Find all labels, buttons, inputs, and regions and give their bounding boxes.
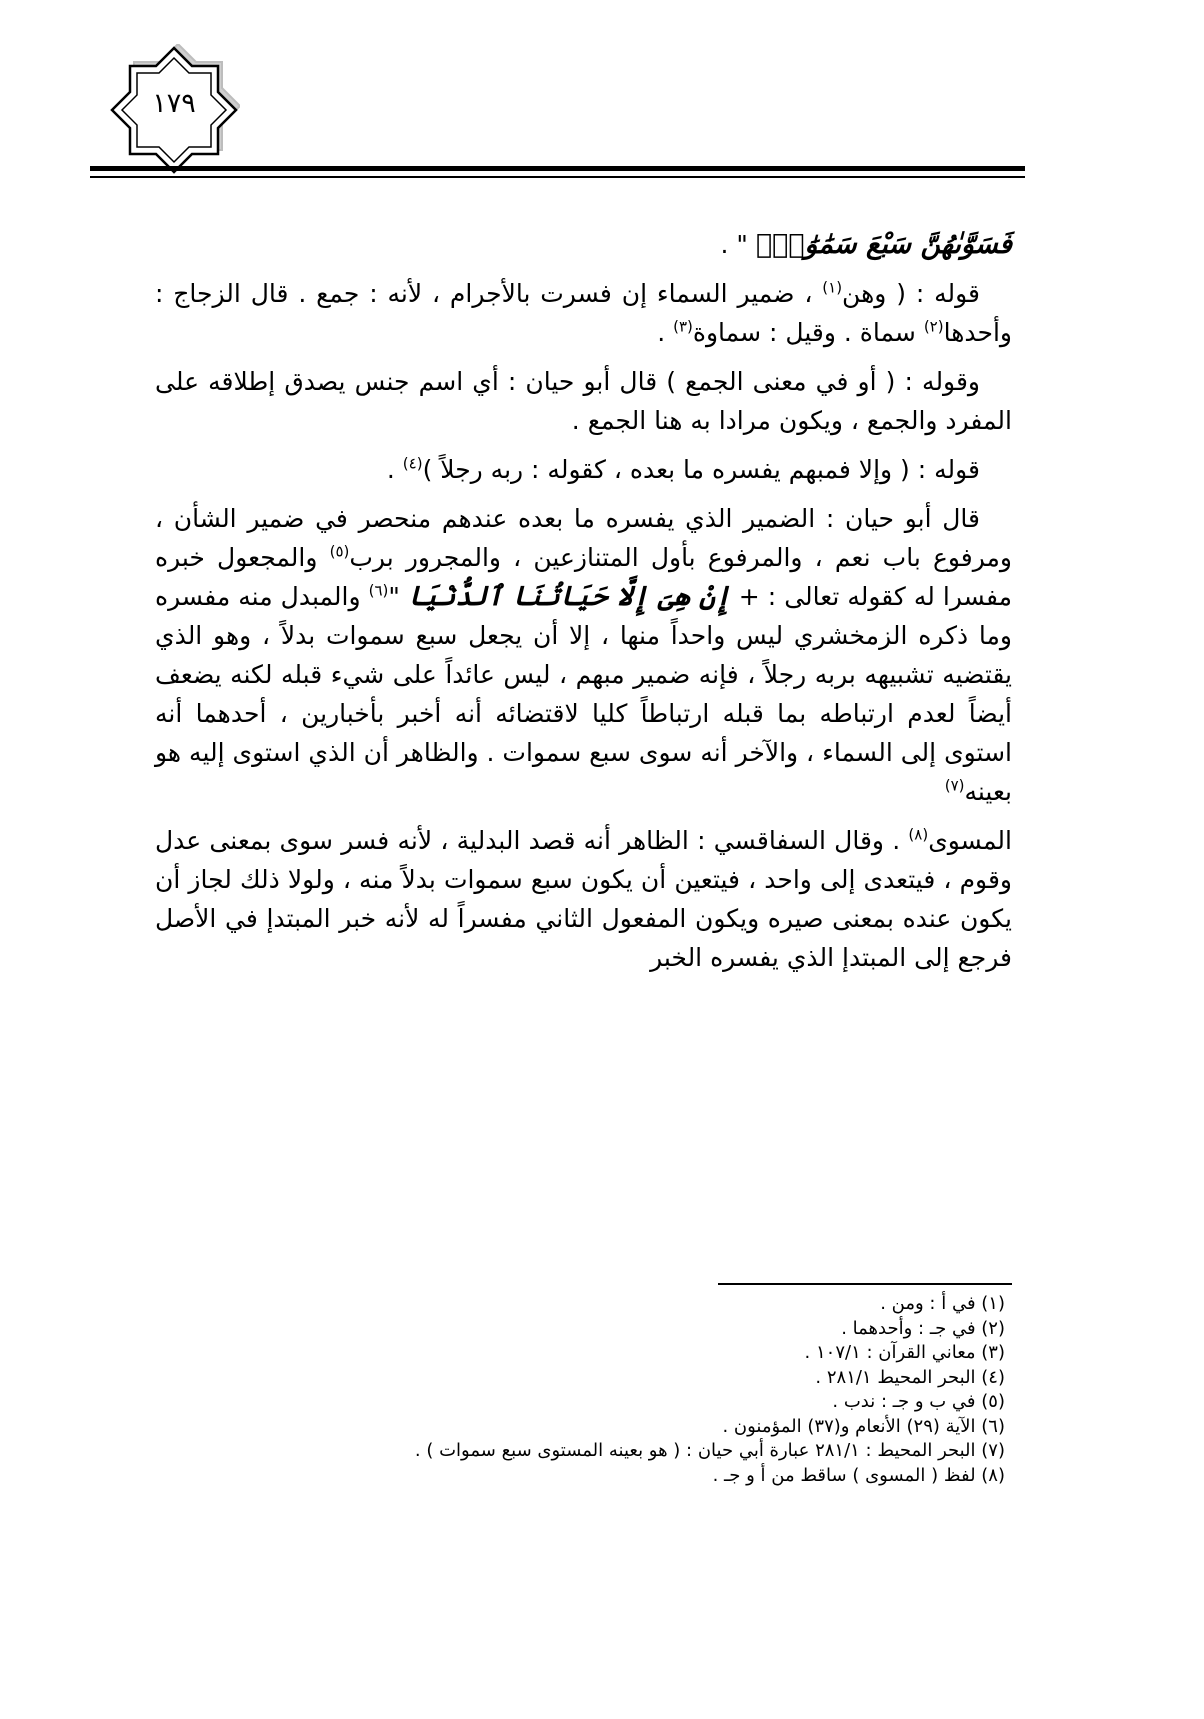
text-run: . وقال السفاقسي : الظاهر أنه قصد البدلية ، لأنه فسر سوى بمعنى عدل وقوم ، فيتعدى إلى واحد ، فيتعين أن يكون سبع سموات بدلاً منه ، ولولا ذلك لجاز أن يكون عنده بمعنى صيره ويكون المفعول الثاني مفسراً له لأنه خبر المبتدإ في الأصل فرجع إلى المبتدإ الذي يفسره الخبر — [155, 826, 1012, 972]
text-run: والمجعول خبره مفسرا له كقوله تعالى : + — [155, 543, 1012, 611]
text-run: المسوى — [928, 826, 1012, 855]
text-run: ، ضمير السماء إن فسرت بالأجرام ، لأنه : جمع . قال الزجاج : وأحدها — [155, 279, 1012, 347]
text-run: قوله : ( وهن — [842, 279, 980, 308]
footnotes — [155, 1292, 1005, 1488]
text-run: قوله : ( وإلا فمبهم يفسره ما بعده ، كقوله : ربه رجلاً ) — [422, 455, 980, 484]
footnote-6: (٦) الآية (٢٩) الأنعام و(٣٧) المؤمنون . — [722, 1415, 1005, 1437]
text-run: " — [388, 582, 408, 611]
footnote-1: (١) في أ : ومن . — [880, 1293, 1005, 1314]
footnote-ref-1[interactable]: (١) — [822, 278, 843, 297]
footnote-2: (٢) في جـ : وأحدهما . — [841, 1317, 1005, 1339]
header-rule-thin — [90, 176, 1025, 178]
footnote-5: (٥) في ب و جـ : ندب . — [832, 1391, 1005, 1412]
paragraph-jam: وقوله : ( أو في معنى الجمع ) قال أبو حيان : أي اسم جنس يصدق إطلاقه على المفرد والجمع ، ويكون مرادا به هنا الجمع . — [155, 367, 1012, 435]
footnote-ref-8[interactable]: (٨) — [908, 825, 929, 844]
paragraph-abu-hayyan — [155, 499, 1012, 811]
footnote-ref-5[interactable]: (٥) — [329, 542, 350, 561]
paragraph-safaqusi — [155, 821, 1012, 977]
text-run: . — [386, 455, 403, 484]
footnote-separator — [718, 1283, 1012, 1285]
paragraph-mubham — [155, 450, 1012, 489]
verse-closing: " . — [720, 230, 748, 259]
quran-verse: فَسَوَّىٰهُنَّ سَبْعَ سَمَٰوَٰتٍۚ — [755, 229, 1012, 260]
paragraph-wahunna — [155, 274, 1012, 352]
main-text — [155, 225, 1012, 987]
text-run: قال أبو حيان : الضمير الذي يفسره ما بعده عندهم منحصر في ضمير الشأن ، ومرفوع باب نعم ، والمرفوع بأول المتنازعين ، والمجرور برب — [155, 504, 1013, 572]
footnote-ref-7[interactable]: (٧) — [944, 776, 965, 795]
footnote-ref-6[interactable]: (٦) — [368, 581, 389, 600]
footnote-ref-2[interactable]: (٢) — [923, 317, 944, 336]
text-run: والمبدل منه مفسره وما ذكره الزمخشري ليس واحداً منها ، إلا أن يجعل سبع سموات بدلاً ، وهو الذي يقتضيه تشبيهه بربه رجلاً ، فإنه ضمير مبهم ، ليس عائداً على شيء قبله لكنه يضعف أيضاً لعدم ارتباطه بما قبله ارتباطاً كليا لاقتضائه أنه أخبر بأخبارين ، أحدهما أنه استوى إلى السماء ، والآخر أنه سوى سبع سموات . والظاهر أن الذي استوى إليه هو بعينه — [155, 582, 1012, 806]
footnote-3: (٣) معاني القرآن : ١٠٧/١ . — [804, 1342, 1005, 1363]
paragraph-verse-end — [155, 225, 1012, 264]
quran-verse-inline: إِنْ هِىَ إِلَّا حَيَاتُنَا ٱلدُّنْيَا — [407, 581, 731, 612]
footnote-ref-3[interactable]: (٣) — [673, 317, 693, 336]
footnote-ref-4[interactable]: (٤) — [402, 454, 423, 473]
footnote-4: (٤) البحر المحيط ٢٨١/١ . — [815, 1366, 1005, 1388]
footnote-7: (٧) البحر المحيط : ٢٨١/١ عبارة أبي حيان : ( هو بعينه المستوى سبع سموات ) . — [414, 1440, 1005, 1461]
footnote-8: (٨) لفظ ( المسوى ) ساقط من أ و جـ . — [712, 1464, 1005, 1486]
header-rule-thick — [90, 166, 1025, 171]
text-run: . — [657, 318, 674, 347]
page-number: ١٧٩ — [152, 88, 196, 119]
text-run: سماة . وقيل : سماوة — [692, 318, 924, 347]
